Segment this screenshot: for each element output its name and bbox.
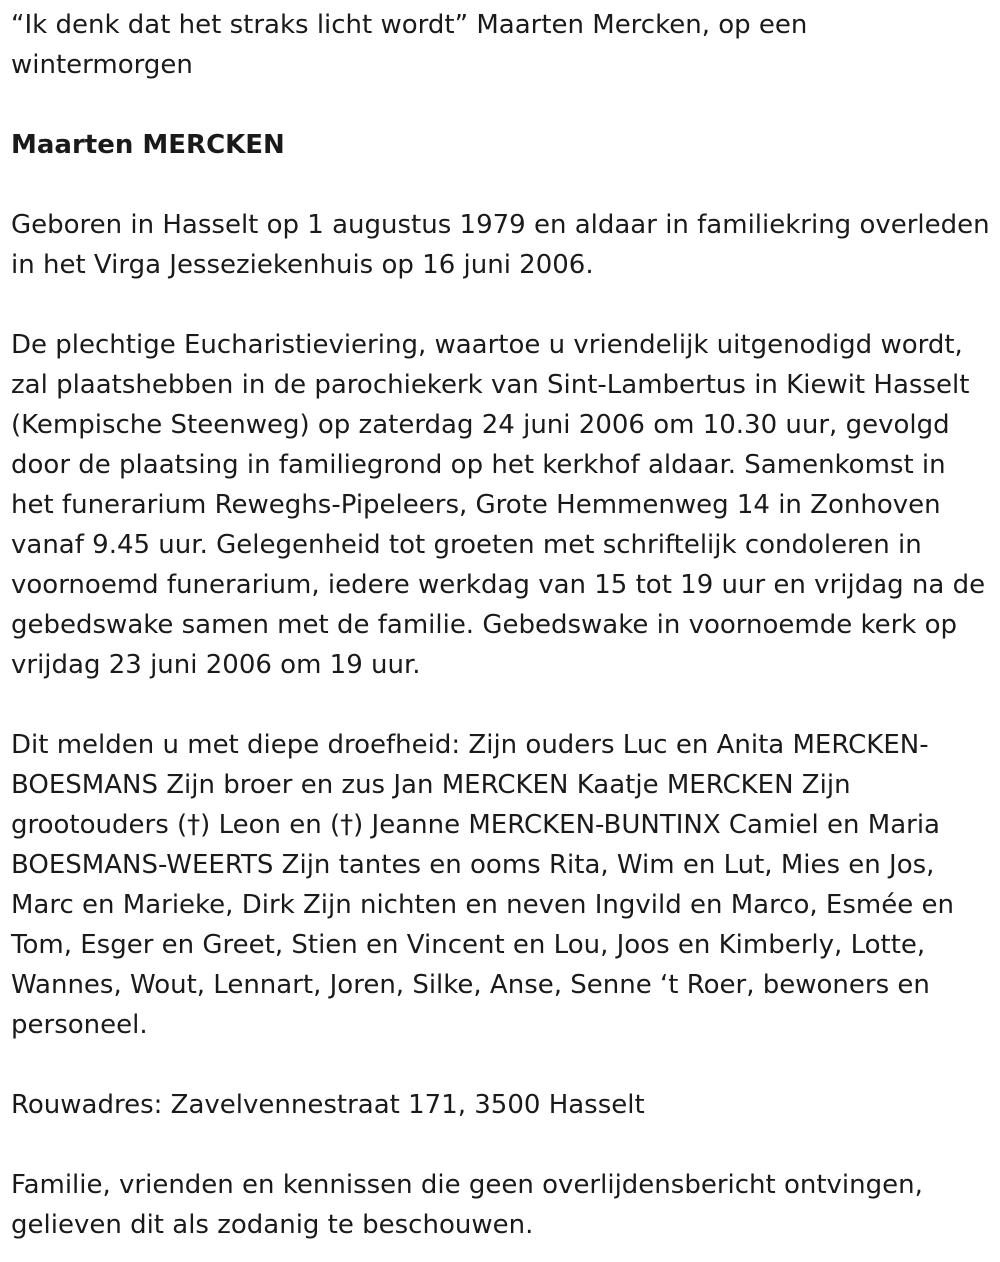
obituary-notice <box>11 5 993 1245</box>
mourning-address: Rouwadres: Zavelvennestraat 171, 3500 Hasselt <box>11 1090 645 1120</box>
family-paragraph: Dit melden u met diepe droefheid: Zijn ouders Luc en Anita MERCKEN-BOESMANS Zijn broer en zus Jan MERCKEN Kaatje MERCKEN Zijn grootouders (†) Leon en (†) Jeanne MERCKEN-BUNTINX Camiel en Maria BOESMANS-WEERTS Zijn tantes en ooms Rita, Wim en Lut, Mies en Jos, Marc en Marieke, Dirk Zijn nichten en neven Ingvild en Marco, Esmée en Tom, Esger en Greet, Stien en Vincent en Lou, Joos en Kimberly, Lotte, Wannes, Wout, Lennart, Joren, Silke, Anse, Senne ‘t Roer, bewoners en personeel. <box>11 730 954 1040</box>
deceased-name: Maarten MERCKEN <box>11 130 285 160</box>
ceremony-paragraph: De plechtige Eucharistieviering, waartoe u vriendelijk uitgenodigd wordt, zal plaatshebben in de parochiekerk van Sint-Lambertus in Kiewit Hasselt (Kempische Steenweg) op zaterdag 24 juni 2006 om 10.30 uur, gevolgd door de plaatsing in familiegrond op het kerkhof aldaar. Samenkomst in het funerarium Reweghs-Pipeleers, Grote Hemmenweg 14 in Zonhoven vanaf 9.45 uur. Gelegenheid tot groeten met schriftelijk condoleren in voornoemd funerarium, iedere werkdag van 15 tot 19 uur en vrijdag na de gebedswake samen met de familie. Gebedswake in voornoemde kerk op vrijdag 23 juni 2006 om 19 uur. <box>11 330 986 680</box>
birth-death-paragraph: Geboren in Hasselt op 1 augustus 1979 en aldaar in familiekring overleden in het Virga Jesseziekenhuis op 16 juni 2006. <box>11 210 990 280</box>
opening-quote: “Ik denk dat het straks licht wordt” Maarten Mercken, op een wintermorgen <box>11 10 808 80</box>
closing-paragraph: Familie, vrienden en kennissen die geen overlijdensbericht ontvingen, gelieven dit als zodanig te beschouwen. <box>11 1170 923 1240</box>
